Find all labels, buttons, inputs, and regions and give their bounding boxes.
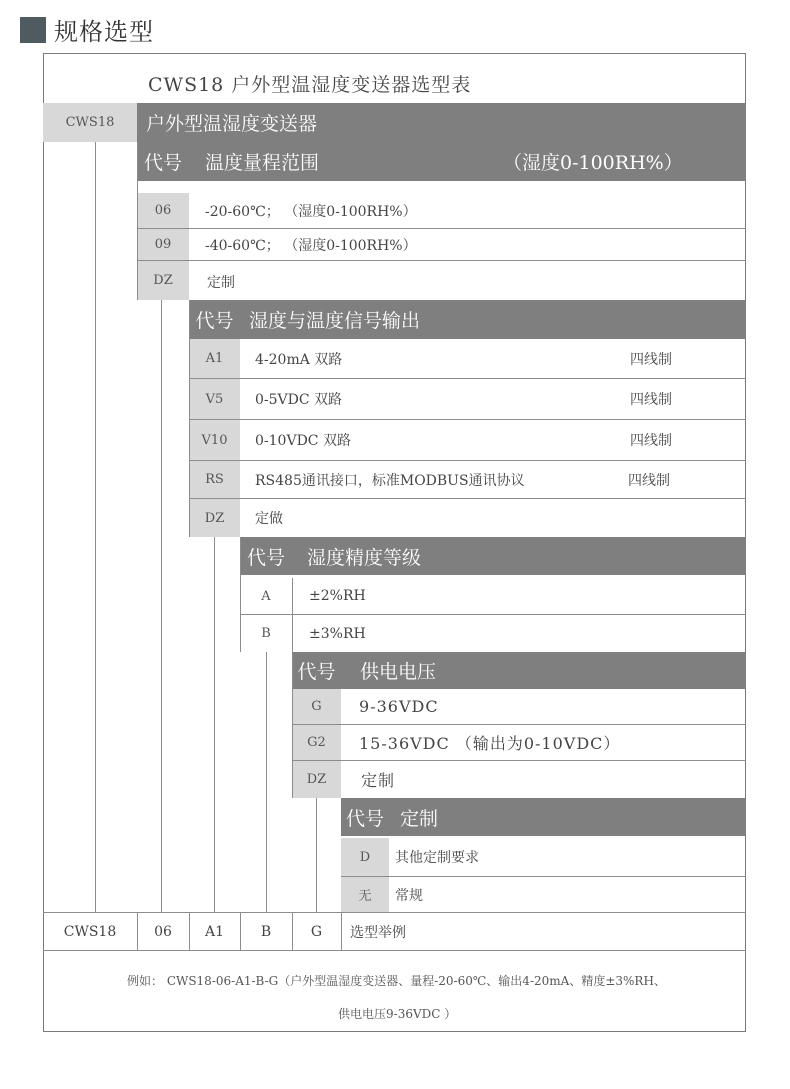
temp-row-code: 06 xyxy=(137,193,189,228)
example-code: CWS18 xyxy=(63,923,117,940)
output-row-text: 0-10VDC 双路 xyxy=(255,433,351,449)
temp-header xyxy=(189,142,746,181)
temp-row-code: 09 xyxy=(137,229,189,260)
power-row-text: 定制 xyxy=(361,771,396,790)
output-row-wire: 四线制 xyxy=(630,433,672,449)
power-row-code: DZ xyxy=(292,761,341,798)
accuracy-row-code: A xyxy=(240,578,292,614)
power-row-text: 9-36VDC xyxy=(359,697,439,716)
output-row-code: A1 xyxy=(189,339,240,378)
output-row-text: 0-5VDC 双路 xyxy=(255,392,343,408)
accuracy-header-code: 代号 xyxy=(240,537,292,575)
output-row-text: 定做 xyxy=(255,511,283,527)
accuracy-header: 湿度精度等级 xyxy=(292,537,746,575)
temp-row-text: -20-60℃； （湿度0-100RH%） xyxy=(205,203,417,220)
power-header-code: 代号 xyxy=(292,652,341,689)
custom-header-code: 代号 xyxy=(341,798,389,836)
accuracy-row-code: B xyxy=(240,615,292,652)
custom-row-text: 常规 xyxy=(395,887,423,904)
example-line-2: 供电电压9-36VDC ） xyxy=(338,1007,457,1021)
output-header: 湿度与温度信号输出 xyxy=(240,300,746,339)
example-code: 06 xyxy=(154,923,172,940)
output-row-wire: 四线制 xyxy=(630,351,672,368)
example-line-1: 例如： CWS18-06-A1-B-G（户外型温湿度变送器、量程-20-60℃、输出4-20mA、精度±3%RH、 xyxy=(127,974,666,988)
example-code: A1 xyxy=(204,923,225,940)
accuracy-row-text: ±2%RH xyxy=(309,588,366,604)
custom-header: 定制 xyxy=(389,798,746,836)
output-row-wire: 四线制 xyxy=(630,392,672,408)
power-header: 供电电压 xyxy=(341,652,746,689)
output-row-code: V5 xyxy=(189,379,240,419)
example-code: B xyxy=(260,923,272,940)
model-code: CWS18 xyxy=(43,103,137,142)
custom-row-code: D xyxy=(341,838,389,876)
temp-header-note: （湿度0-100RH%） xyxy=(503,152,683,174)
table-title: CWS18 户外型温湿度变送器选型表 xyxy=(148,73,472,96)
custom-row-text: 其他定制要求 xyxy=(395,850,479,866)
output-header-code: 代号 xyxy=(189,300,240,339)
example-label: 选型举例 xyxy=(350,924,406,941)
power-row-text: 15-36VDC （输出为0-10VDC） xyxy=(359,734,621,753)
output-row-code: V10 xyxy=(189,420,240,460)
temp-header-code: 代号 xyxy=(137,142,189,181)
temp-row-code: DZ xyxy=(137,261,189,300)
temp-row-text: 定制 xyxy=(207,275,235,291)
title-square-icon xyxy=(20,17,46,43)
output-row-wire: 四线制 xyxy=(628,472,670,489)
temp-row-text: -40-60℃； （湿度0-100RH%） xyxy=(205,237,417,254)
custom-row-code: 无 xyxy=(341,877,389,912)
output-row-text: 4-20mA 双路 xyxy=(255,351,343,368)
output-row-text: RS485通讯接口，标准MODBUS通讯协议 xyxy=(255,472,525,489)
page-title: 规格选型 xyxy=(54,18,154,46)
model-name: 户外型温湿度变送器 xyxy=(137,103,746,142)
accuracy-row-text: ±3%RH xyxy=(309,625,366,642)
output-row-code: DZ xyxy=(189,499,240,537)
example-code: G xyxy=(310,923,323,940)
power-row-code: G2 xyxy=(292,725,341,760)
output-row-code: RS xyxy=(189,461,240,498)
power-row-code: G xyxy=(292,689,341,724)
temp-header-label: 温度量程范围 xyxy=(205,152,320,174)
